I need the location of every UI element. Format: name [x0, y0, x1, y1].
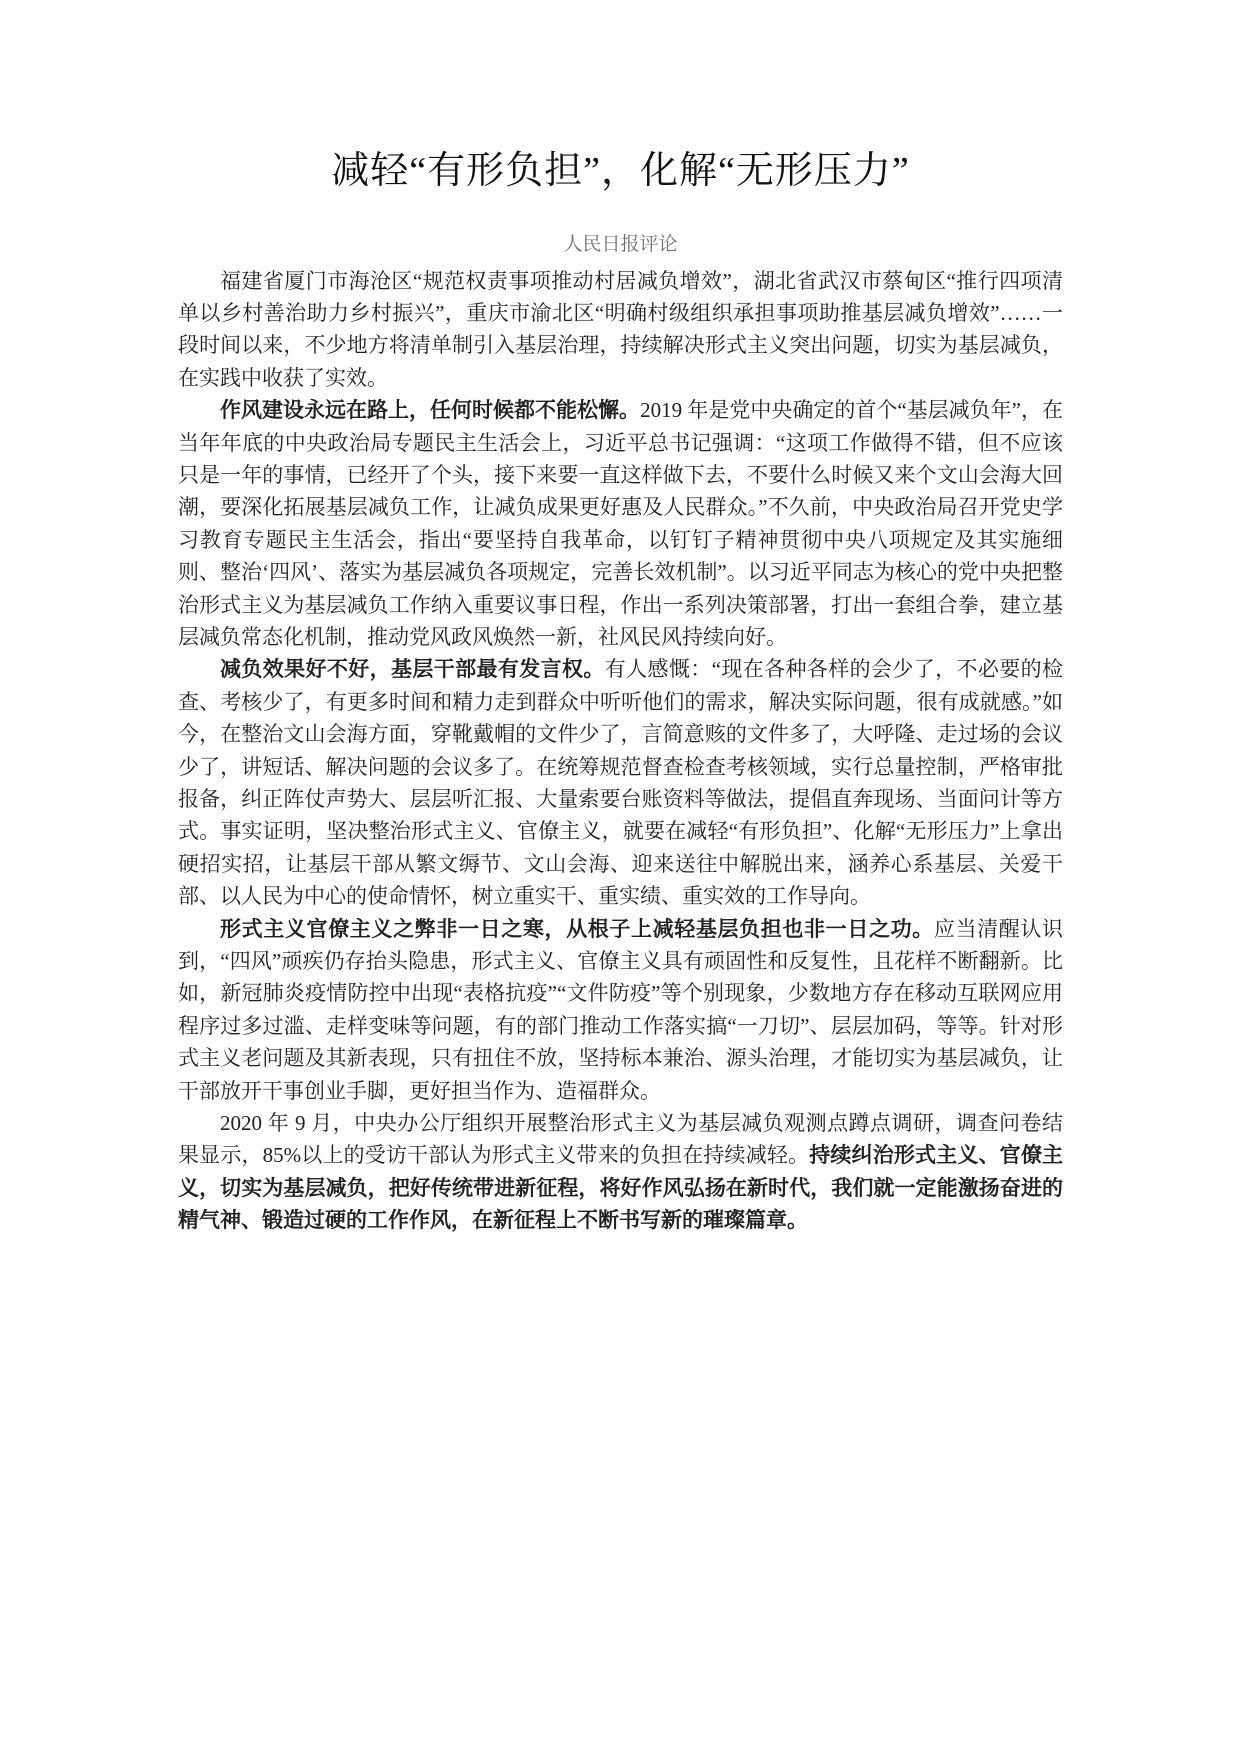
text-segment: 福建省厦门市海沧区“规范权责事项推动村居减负增效”，湖北省武汉市蔡甸区“推行四项清单以乡村善治助力乡村振兴”，重庆市渝北区“明确村级组织承担事项助推基层减负增效”……一段时间以来，不少地方将清单制引入基层治理，持续解决形式主义突出问题，切实为基层减负，在实践中收获了实效。 [178, 268, 1063, 390]
text-segment: 2020 年 9 月，中央办公厅组织开展整治形式主义为基层减负观测点蹲点调研，调查问卷结果显示，85%以上的受访干部认为形式主义带来的负担在持续减轻。 [178, 1111, 1063, 1168]
text-segment: 2019 年是党中央确定的首个“基层减负年”，在当年年底的中央政治局专题民主生活会上，习近平总书记强调：“这项工作做得不错，但不应该只是一年的事情，已经开了个头，接下来要一直这样做下去，不要什么时候又来个文山会海大回潮，要深化拓展基层减负工作，让减负成果更好惠及人民群众。”不久前，中央政治局召开党史学习教育专题民主生活会，指出“要坚持自我革命，以钉钉子精神贯彻中央八项规定及其实施细则、整治‘四风’、落实为基层减负各项规定，完善长效机制”。以习近平同志为核心的党中央把整治形式主义为基层减负工作纳入重要议事日程，作出一系列决策部署，打出一套组合拳，建立基层减负常态化机制，推动党风政风焕然一新，社风民风持续向好。 [178, 398, 1064, 649]
text-segment-bold: 作风建设永远在路上，任何时候都不能松懈。 [220, 398, 641, 423]
text-segment-bold: 减负效果好不好，基层干部最有发言权。 [220, 657, 605, 682]
body-paragraph [178, 653, 1063, 912]
text-segment: 有人感慨：“现在各种各样的会少了，不必要的检查、考核少了，有更多时间和精力走到群众中听听他们的需求，解决实际问题，很有成就感。”如今，在整治文山会海方面，穿靴戴帽的文件少了，言简意赅的文件多了，大呼隆、走过场的会议少了，讲短话、解决问题的会议多了。在统筹规范督查检查考核领域，实行总量控制，严格审批报备，纠正阵仗声势大、层层听汇报、大量索要台账资料等做法，提倡直奔现场、当面问计等方式。事实证明，坚决整治形式主义、官僚主义，就要在减轻“有形负担”、化解“无形压力”上拿出硬招实招，让基层干部从繁文缛节、文山会海、迎来送往中解脱出来，涵养心系基层、关爱干部、以人民为中心的使命情怀，树立重实干、重实绩、重实效的工作导向。 [178, 657, 1064, 909]
text-segment-bold: 形式主义官僚主义之弊非一日之寒，从根子上减轻基层负担也非一日之功。 [220, 916, 934, 941]
body-paragraph [178, 1107, 1063, 1237]
text-segment-bold: 持续纠治形式主义、官僚主义，切实为基层减负，把好传统带进新征程，将好作风弘扬在新时代，我们就一定能激扬奋进的精气神、锻造过硬的工作作风，在新征程上不断书写新的璀璨篇章。 [178, 1143, 1063, 1233]
body-paragraph [178, 265, 1063, 395]
document-body [178, 265, 1063, 1237]
text-segment: 应当清醒认识到，“四风”顽疾仍存抬头隐患，形式主义、官僚主义具有顽固性和反复性，且花样不断翻新。比如，新冠肺炎疫情防控中出现“表格抗疫”“文件防疫”等个别现象，少数地方存在移动互联网应用程序过多过滥、走样变味等问题，有的部门推动工作落实搞“一刀切”、层层加码，等等。针对形式主义老问题及其新表现，只有扭住不放，坚持标本兼治、源头治理，才能切实为基层减负，让干部放开干事创业手脚，更好担当作为、造福群众。 [178, 916, 1064, 1103]
page-title: 减轻“有形负担”，化解“无形压力” [331, 150, 910, 192]
body-paragraph [178, 394, 1063, 653]
body-paragraph [178, 913, 1063, 1107]
document-subtitle: 人民日报评论 [563, 233, 678, 255]
